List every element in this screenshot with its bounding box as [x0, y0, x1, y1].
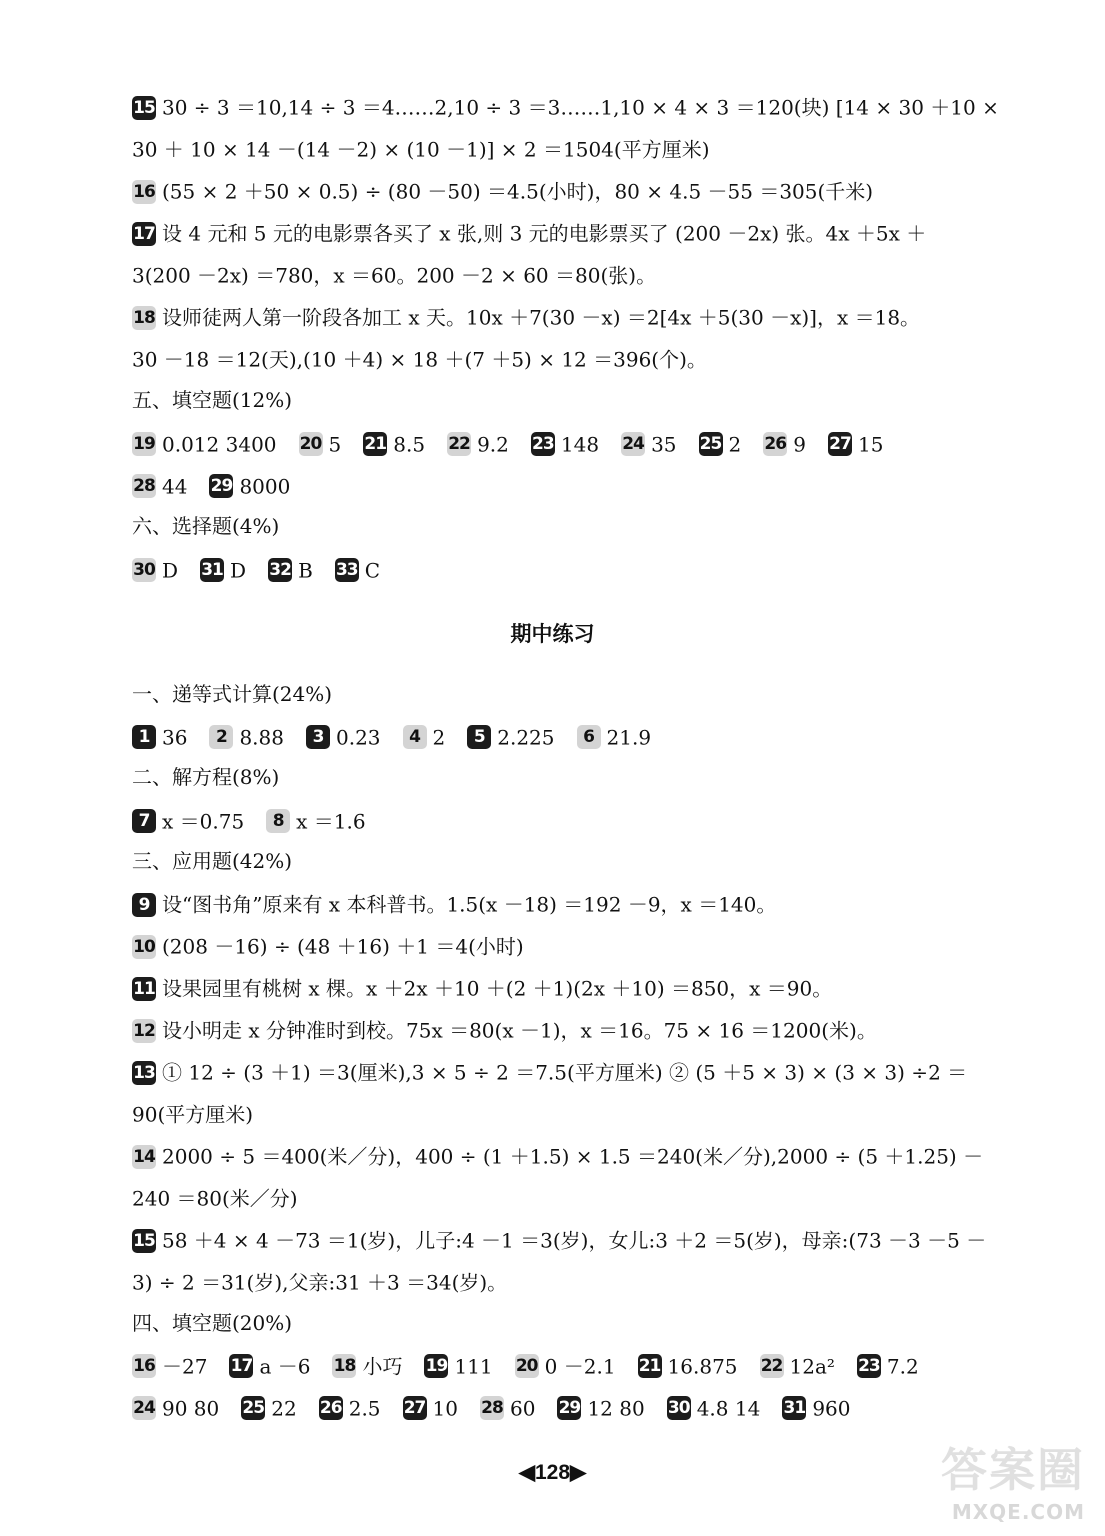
question-number-badge: 25: [699, 434, 722, 455]
answer-value: 2: [728, 432, 742, 457]
question-number-badge: 19: [133, 434, 155, 455]
answer-item: [132, 471, 187, 501]
answer-value: x ＝0.75: [162, 809, 245, 834]
answer-14: 14 2000 ÷ 5 ＝400(米／分)，400 ÷ (1 ＋1.5) × 1.5 ＝240(米／分),2000 ÷ (5 ＋1.25) －: [133, 1144, 984, 1169]
answer-item: [332, 1351, 402, 1381]
question-number-badge: 31: [201, 560, 223, 581]
question-number-badge: 33: [335, 560, 358, 581]
answer-15-cont: 3) ÷ 2 ＝31(岁),父亲:31 ＋3 ＝34(岁)。: [132, 1270, 508, 1295]
question-number-badge: 7: [132, 809, 156, 833]
answer-item: [447, 429, 509, 459]
question-number-badge: 25: [242, 1398, 265, 1419]
answer-item: [319, 1393, 381, 1423]
answer-value: 5: [328, 432, 342, 457]
answer-18: 18 设师徒两人第一阶段各加工 x 天。10x ＋7(30 －x) ＝2[4x ＋5(30 －x)]，x ＝18。: [133, 305, 921, 330]
answer-item: [667, 1393, 761, 1423]
answer-item: [531, 429, 599, 459]
watermark: [941, 1434, 1085, 1524]
answer-13: 13 ① 12 ÷ (3 ＋1) ＝3(厘米),3 × 5 ÷ 2 ＝7.5(平方厘米) ② (5 ＋5 × 3) × (3 × 3) ÷2 ＝: [133, 1060, 968, 1085]
answer-item: [828, 429, 883, 459]
answer-value: 44: [162, 474, 188, 499]
question-number-badge: 20: [515, 1356, 538, 1377]
question-number-badge: 26: [319, 1398, 342, 1419]
answer-value: 0.012 3400: [162, 432, 277, 457]
question-number-badge: 1: [132, 725, 156, 749]
answer-value: 7.2: [886, 1354, 919, 1379]
answer-value: 12 80: [587, 1396, 645, 1421]
answer-value: 111: [454, 1354, 493, 1379]
answer-value: 90 80: [162, 1396, 220, 1421]
answer-item: [132, 555, 178, 585]
section-heading: 四、填空题(20%): [132, 1311, 293, 1335]
answer-value: 小巧: [362, 1354, 403, 1379]
answer-value: 10: [432, 1396, 458, 1421]
question-number-badge: 28: [133, 476, 155, 497]
question-number-badge: 26: [764, 434, 787, 455]
answer-value: 12a²: [789, 1354, 835, 1379]
answer-row: [132, 428, 905, 458]
watermark-logo: 答案圈: [941, 1443, 1085, 1497]
question-number-badge: 29: [210, 476, 233, 497]
question-number-badge: 16: [133, 1356, 155, 1377]
question-number-badge: 2: [209, 725, 233, 749]
question-number-badge: 12: [133, 1020, 155, 1041]
question-number-badge: 16: [133, 181, 155, 202]
question-number-badge: 15: [133, 1230, 155, 1251]
question-number-badge: 5: [467, 725, 491, 749]
answer-item: [782, 1393, 850, 1423]
answer-item: [306, 722, 381, 752]
answer-value: －27: [162, 1354, 208, 1379]
question-number-badge: 11: [133, 978, 155, 999]
answer-value: 9: [793, 432, 806, 457]
answer-value: 35: [651, 432, 677, 457]
answer-value: 0 －2.1: [544, 1354, 616, 1379]
question-number-badge: 32: [269, 560, 291, 581]
answer-item: [857, 1351, 919, 1381]
question-number-badge: 30: [133, 560, 155, 581]
answer-12: 12 设小明走 x 分钟准时到校。75x ＝80(x －1)，x ＝16。75 × 16 ＝1200(米)。: [133, 1018, 877, 1043]
answer-15: 15 30 ÷ 3 ＝10,14 ÷ 3 ＝4……2,10 ÷ 3 ＝3……1,10 × 4 × 3 ＝120(块) [14 × 30 ＋10 ×: [133, 95, 999, 120]
section-heading: 三、应用题(42%): [132, 849, 293, 873]
section-heading: 一、递等式计算(24%): [132, 682, 333, 706]
answer-value: 22: [271, 1396, 297, 1421]
question-number-badge: 30: [667, 1398, 690, 1419]
answer-value: 9.2: [477, 432, 509, 457]
answer-18-cont: 30 －18 ＝12(天),(10 ＋4) × 18 ＋(7 ＋5) × 12 ＝396(个)。: [132, 347, 707, 372]
answer-15-cont: 30 ＋ 10 × 14 －(14 －2) × (10 －1)] × 2 ＝1504(平方厘米): [132, 137, 710, 162]
answer-item: [760, 1351, 835, 1381]
answer-item: [515, 1351, 616, 1381]
answer-10: 10 (208 －16) ÷ (48 ＋16) ＋1 ＝4(小时): [133, 934, 524, 959]
question-number-badge: 6: [577, 725, 601, 749]
answer-item: [424, 1351, 492, 1381]
answer-row: [132, 1392, 873, 1422]
question-number-badge: 14: [133, 1146, 155, 1167]
page-title: 期中练习: [510, 621, 595, 646]
question-number-badge: 8: [266, 809, 290, 833]
answer-value: 60: [509, 1396, 536, 1421]
answer-item: [241, 1393, 296, 1423]
section-heading: 二、解方程(8%): [132, 765, 280, 789]
answer-value: 960: [812, 1396, 851, 1421]
answer-value: 15: [857, 432, 884, 457]
answer-row: [132, 721, 673, 751]
question-number-badge: 18: [133, 307, 155, 328]
watermark-url: MXQE.COM: [951, 1500, 1085, 1524]
question-number-badge: 27: [403, 1398, 426, 1419]
answer-item: [403, 1393, 458, 1423]
answer-value: D: [230, 558, 247, 583]
question-number-badge: 27: [829, 434, 851, 455]
answer-item: [132, 1351, 207, 1381]
answer-value: 8.88: [239, 725, 284, 750]
answer-value: D: [162, 558, 179, 583]
question-number-badge: 29: [558, 1398, 581, 1419]
answer-value: 8.5: [393, 432, 426, 457]
answer-item: [335, 555, 380, 585]
answer-16: 16 (55 × 2 ＋50 × 0.5) ÷ (80 －50) ＝4.5(小时)，80 × 4.5 －55 ＝305(千米): [133, 179, 874, 204]
answer-row: [132, 1350, 941, 1380]
question-number-badge: 17: [133, 223, 155, 244]
question-number-badge: 22: [448, 434, 470, 455]
answer-row: [132, 805, 388, 835]
question-number-badge: 13: [133, 1062, 155, 1083]
question-number-badge: 18: [333, 1356, 356, 1377]
answer-item: [209, 722, 284, 752]
question-number-badge: 19: [425, 1356, 448, 1377]
answer-item: [266, 806, 365, 836]
answer-value: a －6: [259, 1354, 311, 1379]
answer-item: [363, 429, 425, 459]
question-number-badge: 9: [132, 893, 156, 917]
answer-value: 36: [162, 725, 188, 750]
answer-item: [480, 1393, 535, 1423]
answer-row: [132, 554, 402, 584]
answer-item: [229, 1351, 310, 1381]
answer-item: [467, 722, 554, 752]
question-number-badge: 24: [622, 434, 644, 455]
question-number-badge: 4: [403, 725, 427, 749]
question-number-badge: 24: [133, 1398, 155, 1419]
question-number-badge: 28: [481, 1398, 503, 1419]
answer-item: [557, 1393, 644, 1423]
question-number-badge: 17: [230, 1356, 253, 1377]
answer-value: 21.9: [606, 725, 652, 750]
question-number-badge: 22: [760, 1356, 783, 1377]
answer-item: [132, 1393, 219, 1423]
answer-9: 9 设“图书角”原来有 x 本科普书。1.5(x －18) ＝192 －9，x ＝140。: [132, 889, 776, 919]
answer-item: [132, 429, 277, 459]
question-number-badge: 10: [133, 936, 155, 957]
section-heading: 五、填空题(12%): [132, 388, 293, 412]
question-number-badge: 3: [306, 725, 330, 749]
answer-17: 17 设 4 元和 5 元的电影票各买了 x 张,则 3 元的电影票买了 (200 －2x) 张。4x ＋5x ＋: [133, 221, 927, 246]
answer-15: 15 58 ＋4 × 4 －73 ＝1(岁)，儿子:4 －1 ＝3(岁)，女儿:3 ＋2 ＝5(岁)，母亲:(73 －3 －5 －: [133, 1228, 987, 1253]
answer-value: 148: [560, 432, 600, 457]
answer-item: [200, 555, 246, 585]
question-number-badge: 23: [532, 434, 554, 455]
question-number-badge: 15: [133, 97, 155, 118]
question-number-badge: 31: [783, 1398, 806, 1419]
answer-value: 0.23: [335, 725, 381, 750]
answer-item: [638, 1351, 738, 1381]
answer-item: [621, 429, 676, 459]
answer-value: x ＝1.6: [296, 809, 366, 834]
answer-11: 11 设果园里有桃树 x 棵。x ＋2x ＋10 ＋(2 ＋1)(2x ＋10) ＝850，x ＝90。: [133, 976, 833, 1001]
answer-17-cont: 3(200 －2x) ＝780，x ＝60。200 －2 × 60 ＝80(张)。: [132, 263, 657, 288]
answer-item: [209, 471, 290, 501]
answer-item: [699, 429, 742, 459]
question-number-badge: 23: [858, 1356, 880, 1377]
section-heading: 六、选择题(4%): [132, 514, 280, 538]
answer-value: 2.5: [348, 1396, 381, 1421]
page-number: ◀128▶: [518, 1461, 587, 1484]
answer-item: [132, 722, 187, 752]
answer-value: C: [364, 558, 381, 583]
answer-item: [577, 722, 652, 752]
answer-value: 2: [432, 725, 446, 750]
answer-value: 4.8 14: [696, 1396, 761, 1421]
answer-value: 8000: [239, 474, 291, 499]
answer-value: B: [298, 558, 313, 583]
answer-14-cont: 240 ＝80(米／分): [132, 1186, 298, 1211]
answer-value: 2.225: [497, 725, 555, 750]
answer-item: [132, 806, 244, 836]
answer-item: [299, 429, 342, 459]
answer-row: [132, 470, 312, 500]
answer-item: [268, 555, 313, 585]
answer-item: [763, 429, 806, 459]
answer-value: 16.875: [667, 1354, 738, 1379]
answer-item: [403, 722, 446, 752]
question-number-badge: 21: [364, 434, 387, 455]
answer-13-cont: 90(平方厘米): [132, 1102, 254, 1127]
question-number-badge: 20: [299, 434, 322, 455]
question-number-badge: 21: [638, 1356, 661, 1377]
